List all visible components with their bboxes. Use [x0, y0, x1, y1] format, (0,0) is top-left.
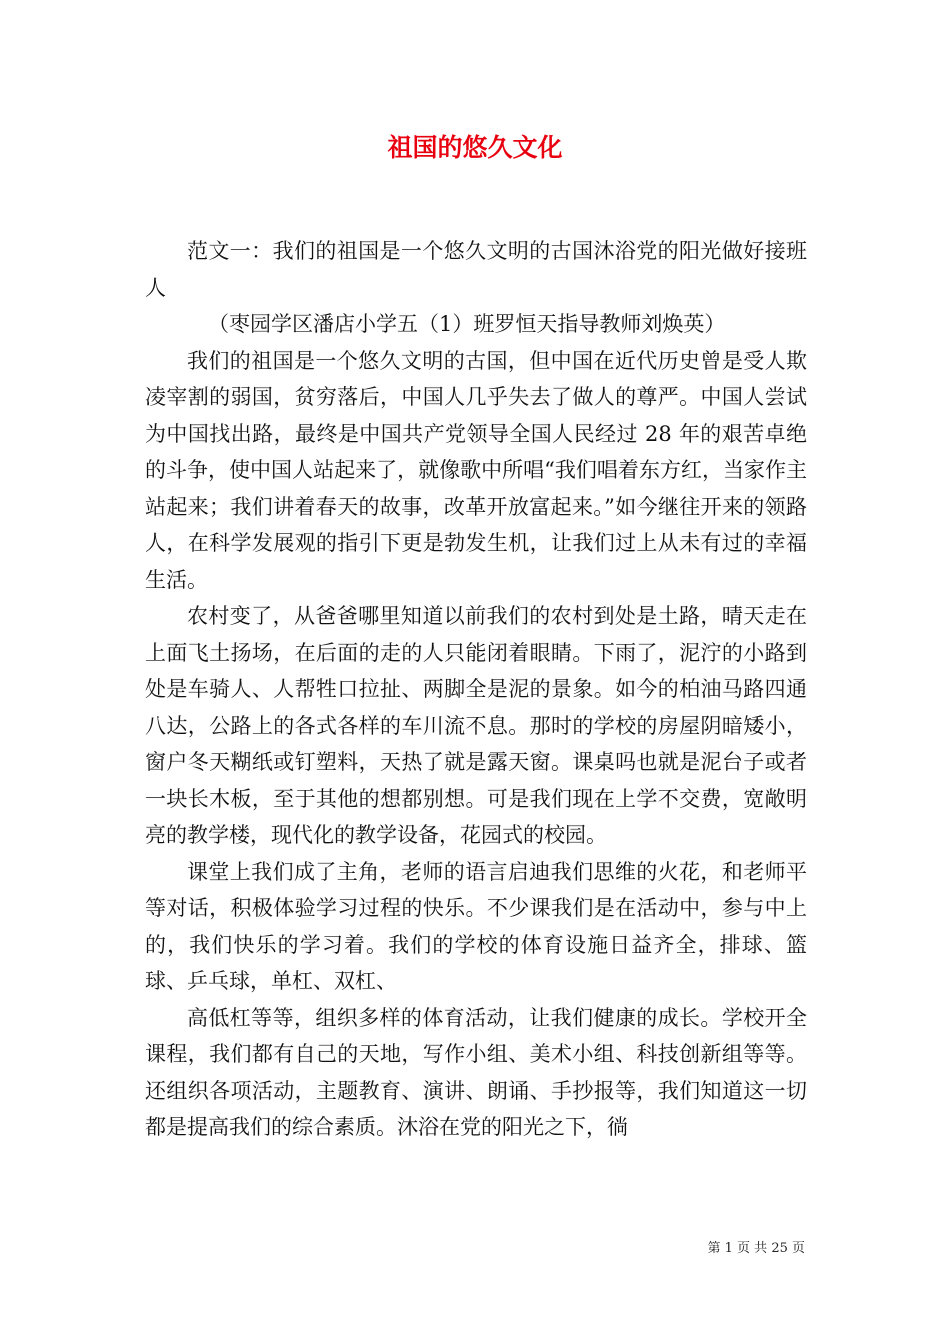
paragraph: 课堂上我们成了主角，老师的语言启迪我们思维的火花，和老师平等对话，积极体验学习过程的快乐。不少课我们是在活动中，参与中上的，我们快乐的学习着。我们的学校的体育设施日益齐全，排球、篮球、乒乓球，单杠、双杠、 — [145, 859, 807, 993]
page-number: 第 1 页 共 25 页 — [707, 1241, 805, 1256]
document-title: 祖国的悠久文化 — [387, 133, 563, 162]
paragraph: 高低杠等等，组织多样的体育活动，让我们健康的成长。学校开全课程，我们都有自己的天地，写作小组、美术小组、科技创新组等等。还组织各项活动，主题教育、演讲、朗诵、手抄报等，我们知道这一切都是提高我们的综合素质。沐浴在党的阳光之下，徜 — [145, 1005, 807, 1139]
paragraph: 农村变了，从爸爸哪里知道以前我们的农村到处是土路，晴天走在上面飞土扬场，在后面的走的人只能闭着眼睛。下雨了，泥泞的小路到处是车骑人、人帮牲口拉扯、两脚全是泥的景象。如今的柏油马路四通八达，公路上的各式各样的车川流不息。那时的学校的房屋阴暗矮小，窗户冬天糊纸或钉塑料，天热了就是露天窗。课桌吗也就是泥台子或者一块长木板，至于其他的想都别想。可是我们现在上学不交费，宽敞明亮的教学楼，现代化的教学设备，花园式的校园。 — [145, 604, 807, 847]
paragraph-author: （枣园学区潘店小学五（1）班罗恒天指导教师刘焕英） — [208, 312, 726, 336]
paragraph-heading: 范文一：我们的祖国是一个悠久文明的古国沐浴党的阳光做好接班人 — [145, 239, 807, 300]
document-body — [145, 233, 807, 1146]
paragraph: 我们的祖国是一个悠久文明的古国，但中国在近代历史曾是受人欺凌宰割的弱国，贫穷落后，中国人几乎失去了做人的尊严。中国人尝试为中国找出路，最终是中国共产党领导全国人民经过 28 年的艰苦卓绝的斗争，使中国人站起来了，就像歌中所唱“我们唱着东方红，当家作主站起来；我们讲着春天的故事，改革开放富起来。”如今继往开来的领路人，在科学发展观的指引下更是勃发生机，让我们过上从未有过的幸福生活。 — [145, 348, 807, 592]
